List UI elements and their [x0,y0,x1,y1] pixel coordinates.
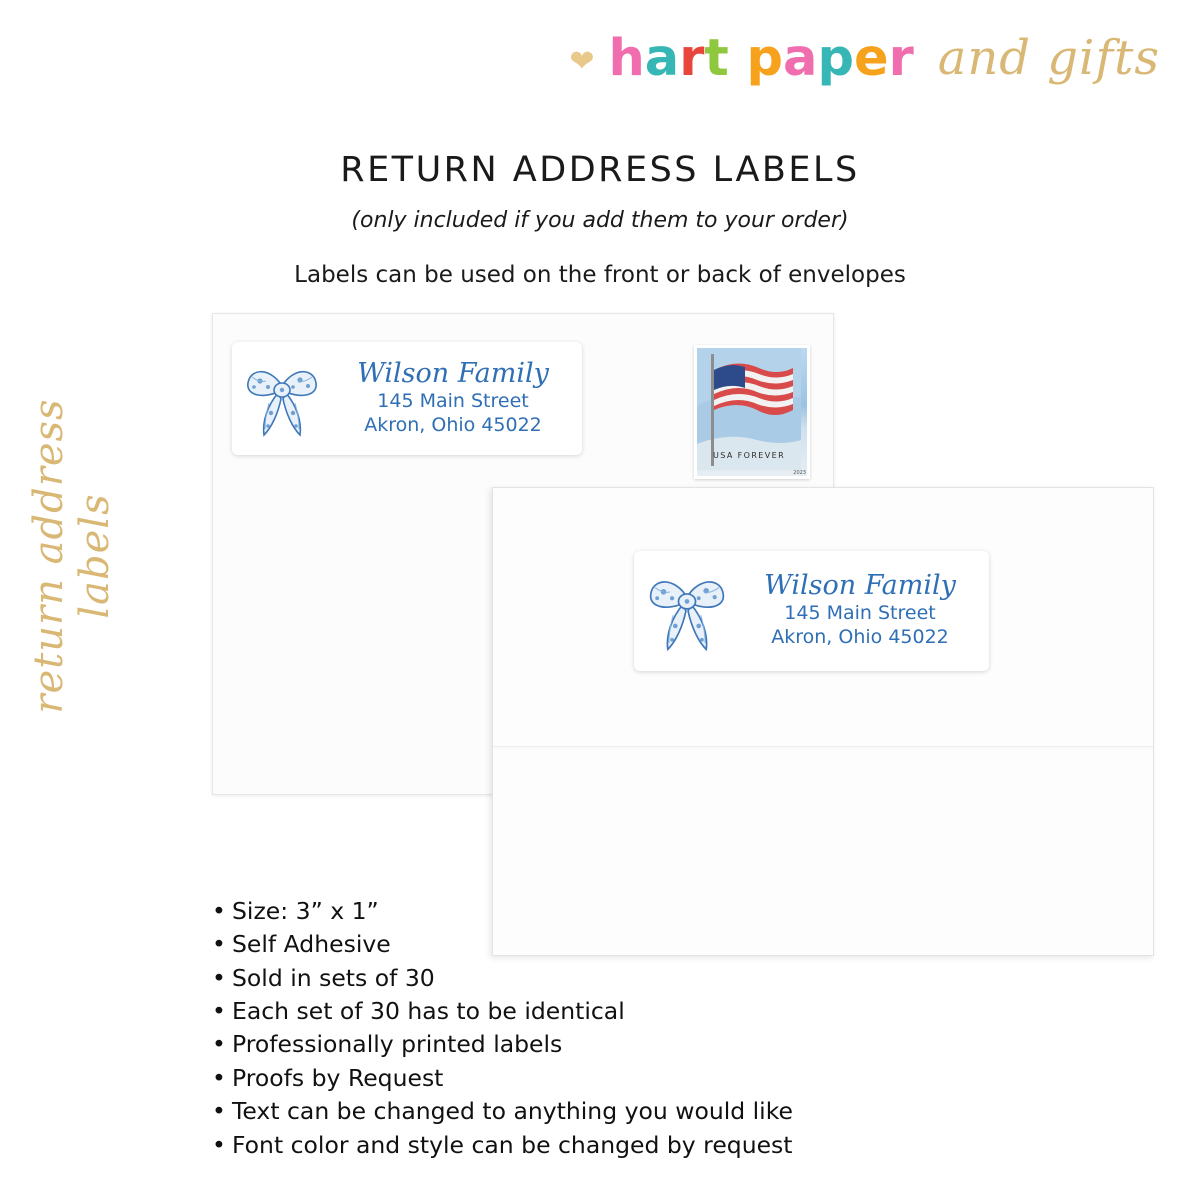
list-item [212,1129,952,1162]
list-item-label: Text can be changed to anything you would like [232,1097,793,1126]
american-flag-icon [697,348,801,470]
list-item [212,962,952,995]
list-item [212,928,952,961]
label-street: 145 Main Street [377,389,529,412]
list-item-label: Self Adhesive [232,930,391,959]
stamp-year: 2023 [793,470,806,476]
label-street: 145 Main Street [784,602,936,625]
bow-icon [634,562,739,660]
list-item [212,1028,952,1061]
list-item-label: Size: 3” x 1” [232,897,379,925]
list-item [212,995,952,1028]
address-label-back [232,342,582,455]
usage-note: Labels can be used on the front or back of envelopes [294,262,906,288]
bullet-dot: • [212,930,226,959]
side-vertical-label: return address labels [26,398,118,714]
page-subtitle: (only included if you add them to your order) [351,208,849,233]
list-item [212,1095,952,1128]
heart-icon: ❤ [569,45,595,78]
bullet-dot: • [212,1097,226,1126]
bullet-dot: • [212,897,226,925]
bullet-dot: • [212,1130,226,1159]
envelope-flap-line [493,746,1153,747]
label-city: Akron, Ohio 45022 [364,413,542,436]
list-item [212,895,952,928]
address-label-text [332,357,582,438]
bullet-dot: • [212,963,226,992]
list-item-label: Each set of 30 has to be identical [232,997,625,1026]
svg-text:USA FOREVER: USA FOREVER [712,451,786,460]
brand-name: hart paper [608,28,914,88]
brand-tagline: and gifts [937,30,1160,86]
postage-stamp [694,345,810,479]
list-item-label: Sold in sets of 30 [232,963,435,992]
feature-list [212,895,952,1162]
bow-icon [232,353,332,445]
list-item-label: Proofs by Request [232,1063,444,1092]
address-label-text [739,572,989,650]
page-title: RETURN ADDRESS LABELS [340,150,860,190]
bullet-dot: • [212,1063,226,1092]
address-label-front [634,551,989,671]
brand-header [0,30,1200,110]
bullet-dot: • [212,997,226,1026]
list-item-label: Font color and style can be changed by request [232,1130,793,1159]
label-name: Wilson Family [764,570,956,602]
list-item [212,1062,952,1095]
label-name: Wilson Family [357,357,549,389]
list-item-label: Professionally printed labels [232,1030,563,1059]
bullet-dot: • [212,1030,226,1059]
label-city: Akron, Ohio 45022 [771,626,949,649]
